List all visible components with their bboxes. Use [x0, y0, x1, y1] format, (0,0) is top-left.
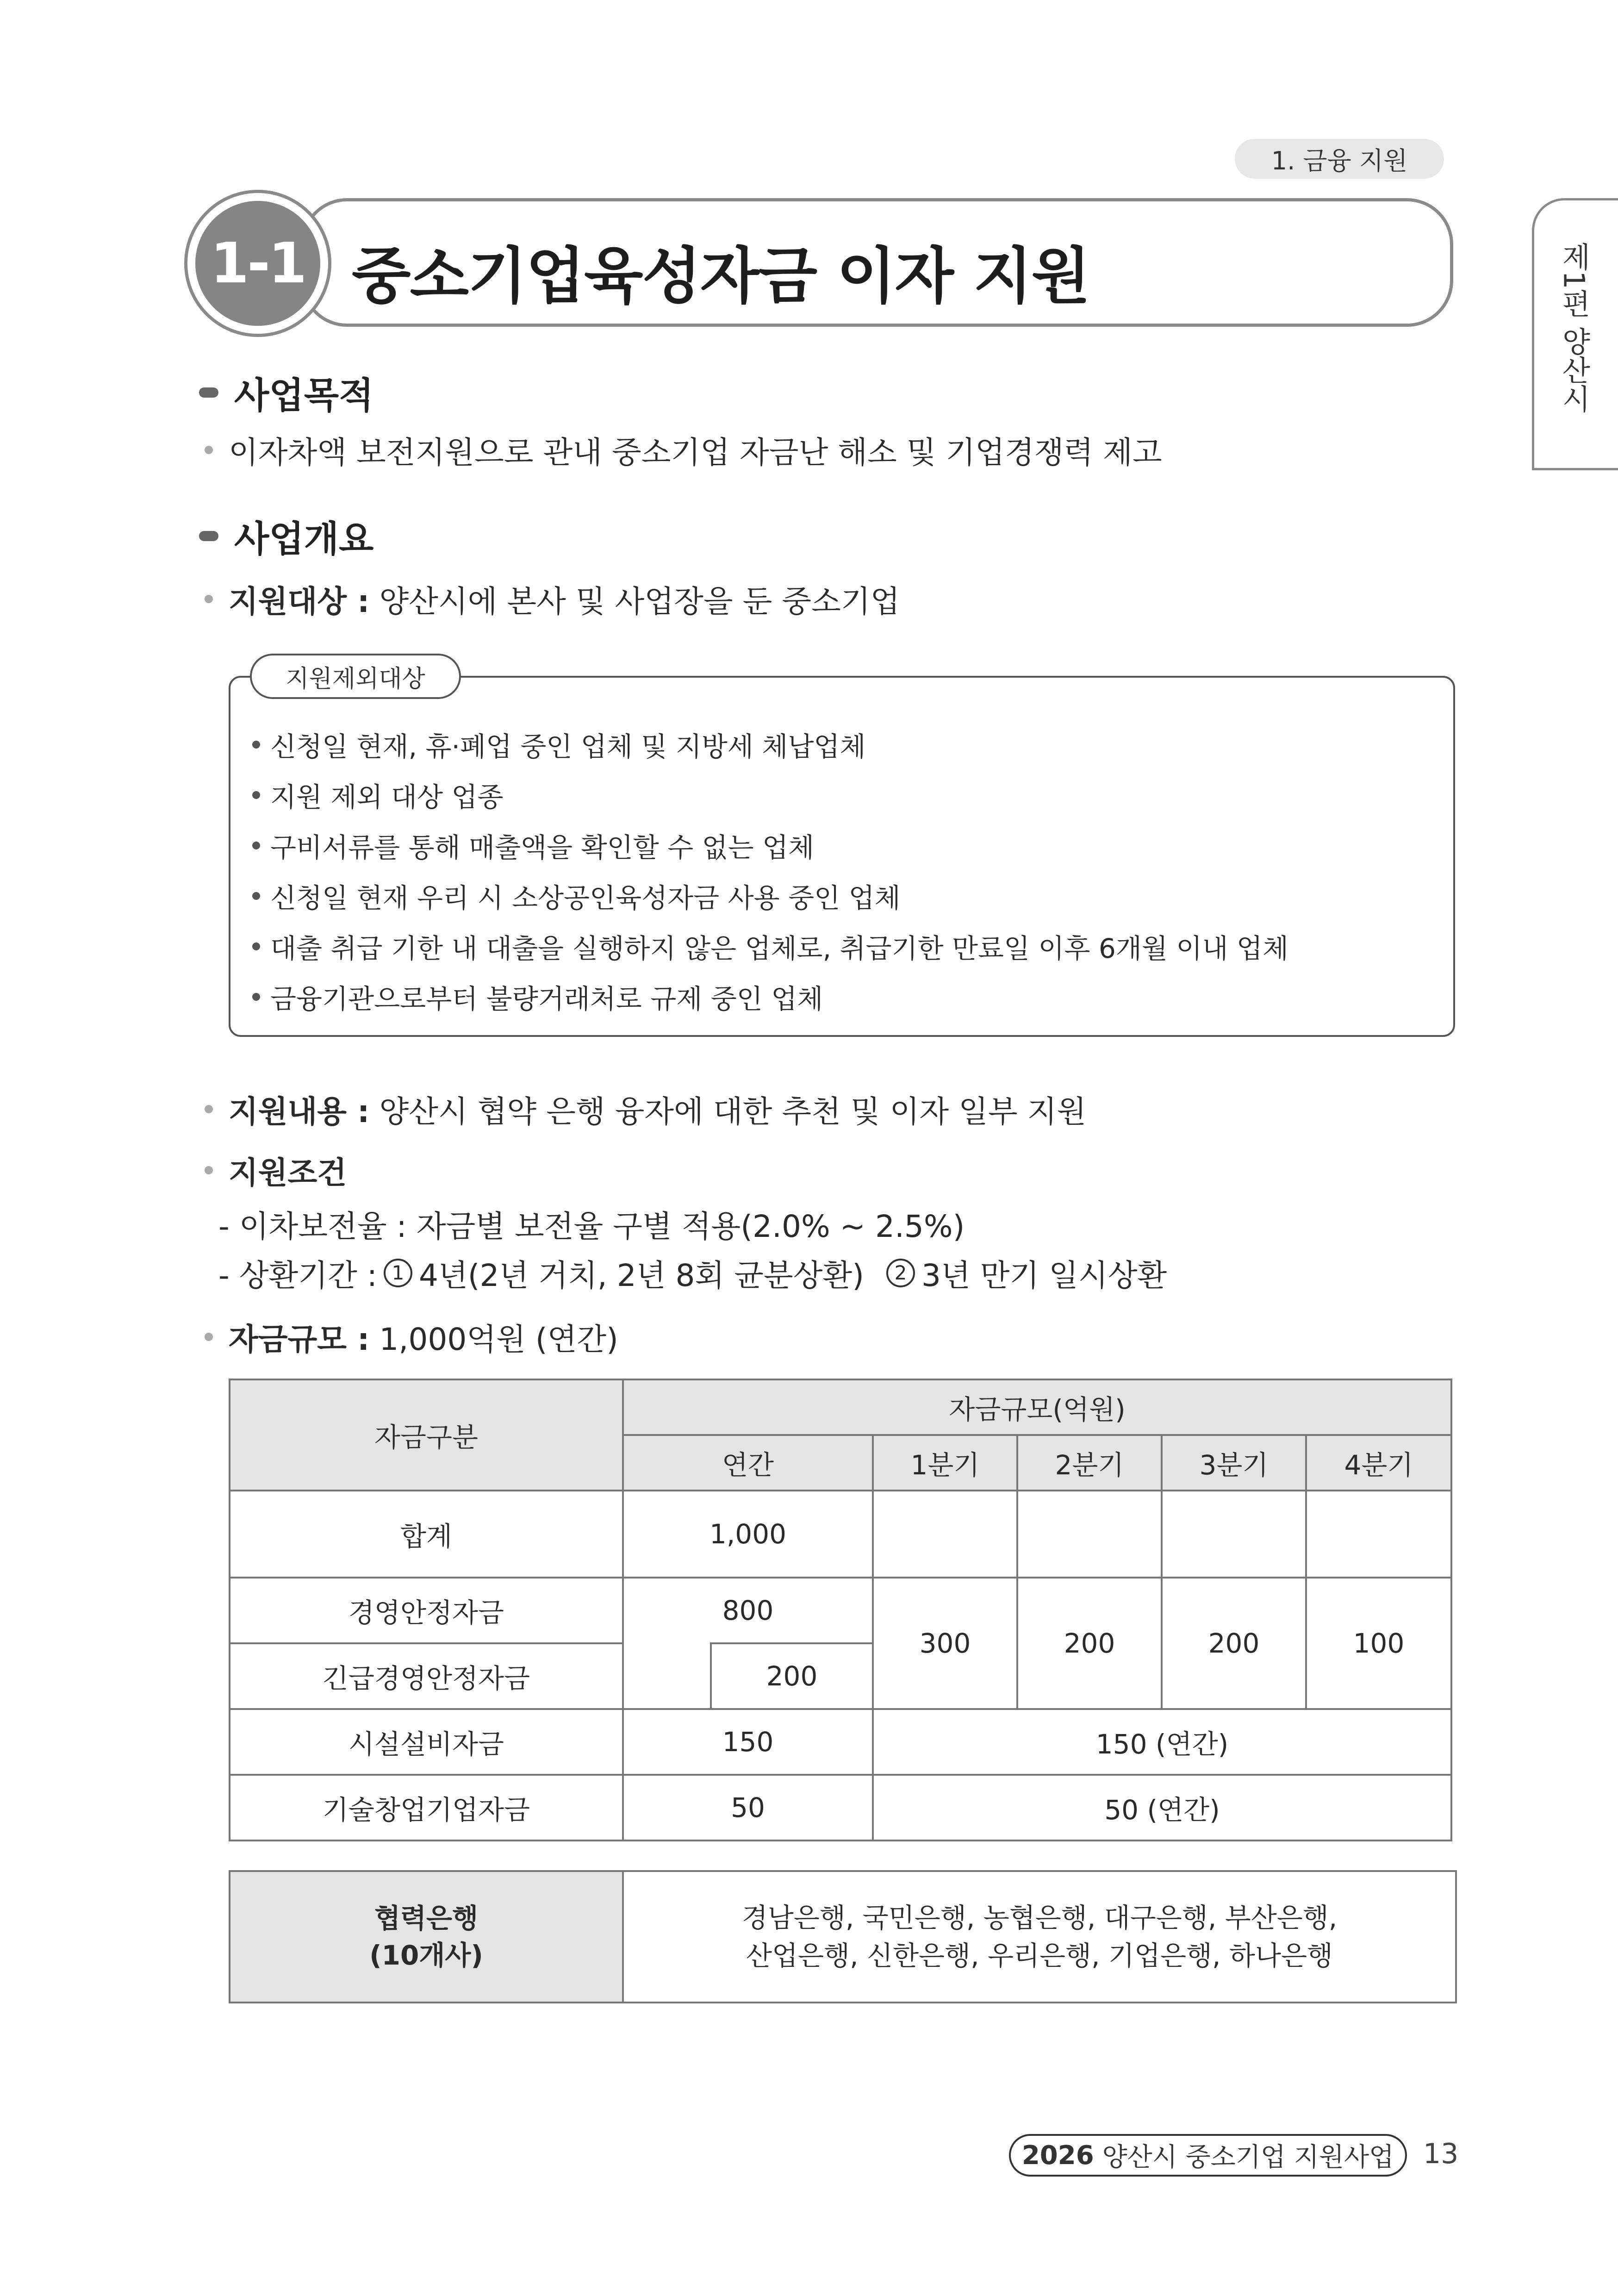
bullet-icon [205, 446, 213, 454]
purpose-item [205, 428, 1162, 472]
content-value: 양산시 협약 은행 융자에 대한 추천 및 이자 일부 지원 [369, 1094, 1087, 1129]
cell-tech-quarter: 50 (연간) [873, 1775, 1451, 1841]
side-tab-label: 제1편 양산시 [1557, 242, 1591, 413]
cell-total-annual: 1,000 [623, 1491, 873, 1578]
footer-title: 양산시 중소기업 지원사업 [1094, 2142, 1394, 2172]
purpose-heading [199, 367, 373, 418]
cell-tech-annual: 50 [623, 1775, 873, 1841]
target-value: 양산시에 본사 및 사업장을 둔 중소기업 [369, 584, 900, 619]
cell-q1: 300 [873, 1578, 1017, 1709]
row-label-emergency: 긴급경영안정자금 [230, 1643, 623, 1709]
exclusion-item: 금융기관으로부터 불량거래처로 규제 중인 업체 [252, 977, 823, 1016]
cell-empty [873, 1491, 1017, 1578]
exclusion-item: 신청일 현재 우리 시 소상공인육성자금 사용 중인 업체 [252, 876, 901, 915]
circled-number-icon: 1 [384, 1259, 412, 1287]
exclusion-item: 신청일 현재, 휴·폐업 중인 업체 및 지방세 체납업체 [252, 725, 866, 764]
cell-stable-annual: 800 [623, 1578, 873, 1643]
purpose-heading-text: 사업목적 [234, 375, 374, 417]
cell-q3: 200 [1162, 1578, 1306, 1709]
section-tag: 1. 금융 지원 [1235, 139, 1444, 179]
bullet-icon [252, 942, 260, 950]
table-row [230, 1871, 1456, 2003]
side-tab [1532, 198, 1618, 470]
table-row [230, 1578, 1451, 1643]
condition-rate: - 이차보전율 : 자금별 보전율 구별 적용(2.0% ~ 2.5%) [218, 1209, 965, 1244]
header-category: 자금구분 [230, 1379, 623, 1491]
title-number-badge: 1-1 [195, 201, 320, 326]
header-scale: 자금규모(억원) [623, 1379, 1451, 1435]
scale-line [205, 1315, 618, 1359]
bullet-icon [252, 993, 260, 1001]
purpose-item-text: 이자차액 보전지원으로 관내 중소기업 자금난 해소 및 기업경쟁력 제고 [229, 435, 1162, 470]
exclusion-tag: 지원제외대상 [250, 654, 461, 699]
row-label-tech: 기술창업기업자금 [230, 1775, 623, 1841]
table-row [230, 1775, 1451, 1841]
page-number: 13 [1423, 2138, 1459, 2170]
overview-heading [199, 510, 373, 562]
footer-pill [1009, 2134, 1407, 2177]
bullet-icon [205, 595, 213, 603]
cell-empty [1162, 1491, 1306, 1578]
bullet-icon [205, 1333, 213, 1341]
bank-table [229, 1870, 1457, 2003]
target-line [205, 577, 900, 621]
bank-list: 경남은행, 국민은행, 농협은행, 대구은행, 부산은행, 산업은행, 신한은행, 우리은행, 기업은행, 하나은행 [623, 1871, 1456, 2003]
cell-facility-quarter: 150 (연간) [873, 1709, 1451, 1775]
content-label: 지원내용 : [229, 1094, 370, 1129]
table-row [230, 1709, 1451, 1775]
cell-emergency-annual: 200 [711, 1643, 873, 1709]
condition-line [205, 1148, 347, 1192]
row-label-facility: 시설설비자금 [230, 1709, 623, 1775]
cell-facility-annual: 150 [623, 1709, 873, 1775]
header-q1: 1분기 [873, 1435, 1017, 1491]
bullet-icon [252, 842, 260, 849]
exclusion-item: 구비서류를 통해 매출액을 확인할 수 없는 업체 [252, 826, 814, 865]
header-q3: 3분기 [1162, 1435, 1306, 1491]
cell-empty [1017, 1491, 1162, 1578]
heading-dash-icon [199, 387, 218, 398]
cell-empty [1306, 1491, 1451, 1578]
table-row [230, 1491, 1451, 1578]
bullet-icon [205, 1105, 213, 1113]
scale-value: 1,000억원 (연간) [369, 1322, 618, 1357]
bullet-icon [205, 1166, 213, 1174]
header-q2: 2분기 [1017, 1435, 1162, 1491]
fund-table [229, 1379, 1452, 1841]
cell-indent [623, 1643, 711, 1709]
scale-label: 자금규모 : [229, 1322, 370, 1357]
cell-q4: 100 [1306, 1578, 1451, 1709]
cell-q2: 200 [1017, 1578, 1162, 1709]
header-q4: 4분기 [1306, 1435, 1451, 1491]
bank-label: 협력은행 (10개사) [230, 1871, 623, 2003]
bullet-icon [252, 892, 260, 900]
content-line [205, 1087, 1086, 1131]
exclusion-item: 지원 제외 대상 업종 [252, 775, 504, 814]
bullet-icon [252, 741, 260, 749]
condition-label: 지원조건 [229, 1155, 347, 1191]
footer-year: 2026 [1021, 2140, 1094, 2171]
row-label-total: 합계 [230, 1491, 623, 1578]
bullet-icon [252, 791, 260, 799]
exclusion-item: 대출 취급 기한 내 대출을 실행하지 않은 업체로, 취급기한 만료일 이후 6개월 이내 업체 [252, 927, 1288, 966]
target-label: 지원대상 : [229, 584, 370, 619]
condition-repay: - 상환기간 : 1 4년(2년 거치, 2년 8회 균분상환) 2 3년 만기 일시상환 [218, 1258, 1167, 1293]
heading-dash-icon [199, 531, 218, 541]
circled-number-icon: 2 [886, 1259, 915, 1287]
header-annual: 연간 [623, 1435, 873, 1491]
overview-heading-text: 사업개요 [234, 518, 374, 560]
row-label-stable: 경영안정자금 [230, 1578, 623, 1643]
page-title: 중소기업육성자금 이자 지원 [352, 241, 1090, 312]
